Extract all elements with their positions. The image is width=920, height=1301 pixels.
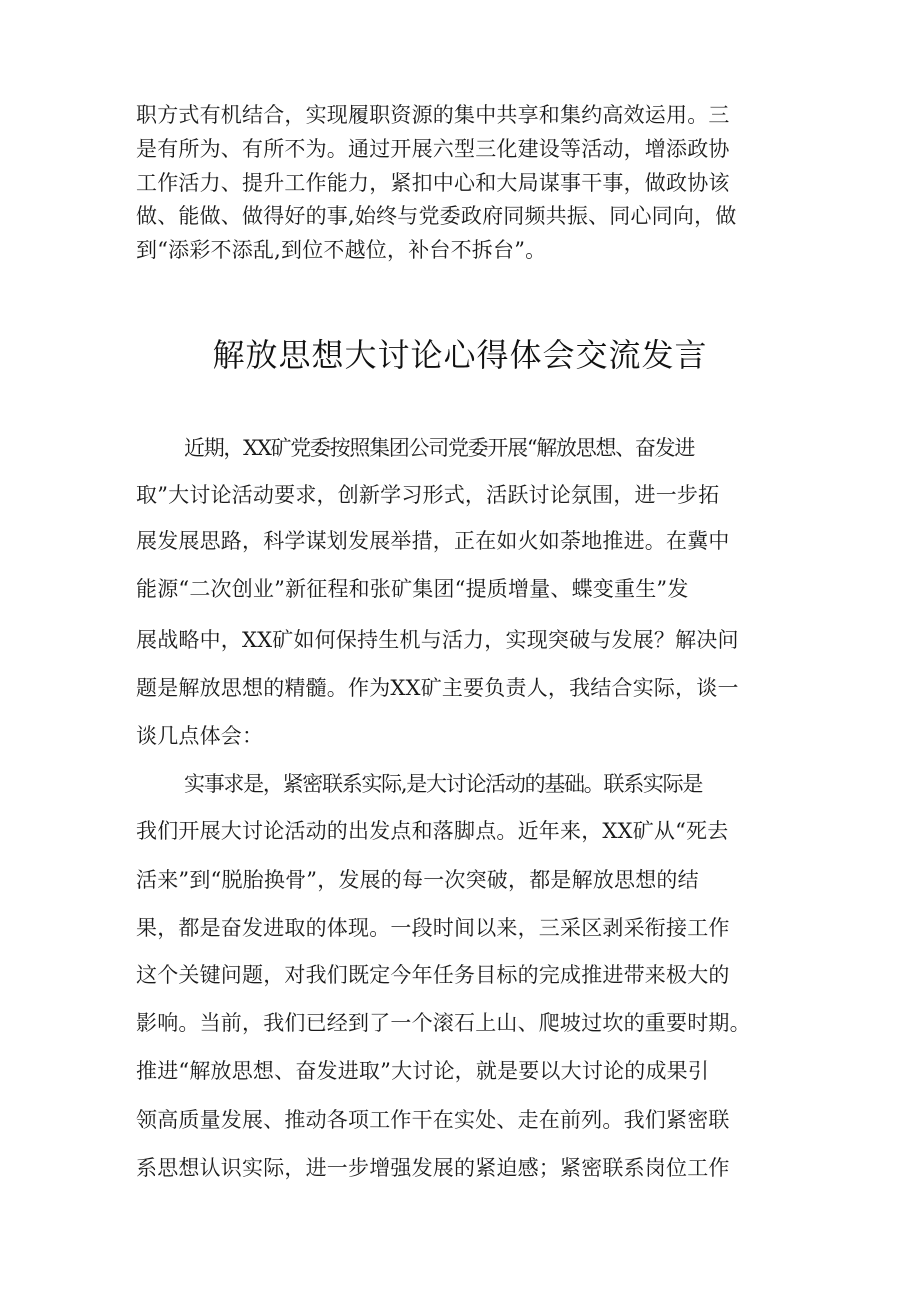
text-line: 活来”到“脱胎换骨”，发展的每一次突破，都是解放思想的结 xyxy=(136,868,699,892)
text-line: 影响。当前，我们已经到了一个滚石上山、爬坡过坎的重要时期。 xyxy=(136,1011,751,1035)
text-line: 谈几点体会： xyxy=(136,724,264,748)
text-line: 我们开展大讨论活动的出发点和落脚点。近年来，XX矿从“死去 xyxy=(136,819,729,843)
text-line: 系思想认识实际，进一步增强发展的紧迫感；紧密联系岗位工作 xyxy=(136,1156,730,1180)
text-line: 职方式有机结合，实现履职资源的集中共享和集约高效运用。三 xyxy=(136,103,730,127)
text-line: 是有所为、有所不为。通过开展六型三化建设等活动，增添政协 xyxy=(136,137,730,161)
text-line: 取”大讨论活动要求，创新学习形式，活跃讨论氛围，进一步拓 xyxy=(136,483,720,507)
text-line: 工作活力、提升工作能力，紧扣中心和大局谋事干事，做政协该 xyxy=(136,171,730,195)
text-line: 展发展思路，科学谋划发展举措，正在如火如荼地推进。在冀中 xyxy=(136,529,730,553)
text-line: 推进“解放思想、奋发进取”大讨论，就是要以大讨论的成果引 xyxy=(136,1059,710,1083)
text-line: 近期，XX矿党委按照集团公司党委开展“解放思想、奋发进 xyxy=(184,436,695,460)
text-line: 题是解放思想的精髓。作为XX矿主要负责人，我结合实际，谈一 xyxy=(136,676,739,700)
document-title: 解放思想大讨论心得体会交流发言 xyxy=(212,336,708,374)
text-line: 做、能做、做得好的事,始终与党委政府同频共振、同心同向，做 xyxy=(136,204,737,228)
text-line: 领高质量发展、推动各项工作干在实处、走在前列。我们紧密联 xyxy=(136,1108,730,1132)
text-line: 到“添彩不添乱,到位不越位，补台不拆台”。 xyxy=(136,238,547,262)
text-line: 这个关键问题，对我们既定今年任务目标的完成推进带来极大的 xyxy=(136,963,730,987)
text-line: 展战略中，XX矿如何保持生机与活力，实现突破与发展？解决问 xyxy=(136,628,739,652)
text-line: 实事求是，紧密联系实际,是大讨论活动的基础。联系实际是 xyxy=(184,772,703,796)
text-line: 能源“二次创业”新征程和张矿集团“提质增量、蝶变重生”发 xyxy=(136,577,689,601)
text-line: 果，都是奋发进取的体现。一段时间以来，三采区剥采衔接工作 xyxy=(136,916,730,940)
